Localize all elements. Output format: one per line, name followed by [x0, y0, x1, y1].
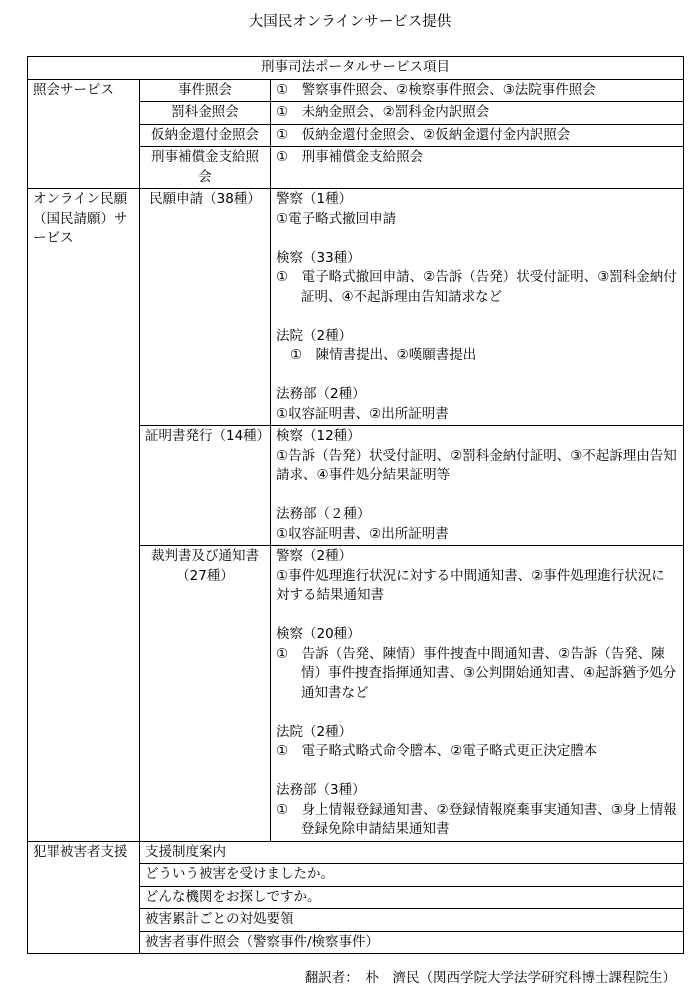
section-heading: 法務部（3種）	[276, 782, 366, 798]
section-heading: 検察（33種）	[276, 249, 361, 266]
section-heading: 法務部（2種）	[276, 386, 366, 402]
section-heading: 法院（2種）	[276, 327, 353, 344]
section-body: ①収容証明書、②出所証明書	[276, 405, 449, 422]
item-detail: ① 刑事補償金支給照会	[271, 147, 684, 189]
section-body: ①告訴（告発）状受付証明、②罰科金納付証明、③不起訴理由告知請求、④事件処分結果証明等	[276, 447, 677, 483]
victim-item: どういう被害を受けましたか。	[140, 864, 684, 887]
translator-credit: 翻訳者： 朴 濟民（関西学院大学法学研究科博士課程院生）	[304, 970, 676, 986]
section-body: ① 告訴（告発、陳情）事件捜査中間通知書、②告訴（告発、陳情）事件捜査指揮通知書、③公判開始通知書、④起訴猶予処分通知書など	[276, 645, 677, 701]
category-victim: 犯罪被害者支援	[28, 841, 140, 954]
item-name: 仮納金還付金照会	[140, 124, 271, 147]
section-heading: 法務部（２種）	[276, 506, 371, 522]
section-body: ①収容証明書、②出所証明書	[276, 525, 449, 542]
item-detail: ① 未納金照会、②罰科金内訳照会	[271, 102, 684, 125]
item-name: 事件照会	[140, 79, 271, 102]
victim-item: 支援制度案内	[140, 841, 684, 864]
section-body: ① 陳情書提出、②嘆願書提出	[290, 347, 477, 363]
item-detail: ① 警察事件照会、②検察事件照会、③法院事件照会	[271, 79, 684, 102]
item-name-line: 裁判書及び通知書	[151, 548, 259, 564]
section-heading: 法院（2種）	[276, 723, 353, 740]
item-detail	[271, 426, 684, 546]
table-row	[28, 79, 684, 102]
item-name	[140, 546, 271, 842]
section-body: ①事件処理進行状況に対する中間通知書、②事件処理進行状況に対する結果通知書	[276, 567, 665, 603]
item-detail	[271, 546, 684, 842]
section-heading: 検察（12種）	[276, 428, 361, 444]
victim-item: 被害累計ごとの対処要領	[140, 909, 684, 932]
section-heading: 警察（1種）	[276, 191, 353, 207]
section-body: ①電子略式撤回申請	[276, 210, 397, 227]
section-body: ① 電子略式略式命令謄本、②電子略式更正決定謄本	[276, 743, 598, 759]
victim-item: 被害者事件照会（警察事件/検察事件）	[140, 931, 684, 954]
category-inquiry: 照会サービス	[28, 79, 140, 189]
page-title: 大国民オンラインサービス提供	[248, 14, 452, 30]
service-table	[27, 56, 684, 954]
section-heading: 検察（20種）	[276, 626, 361, 642]
item-name-line: （27種）	[176, 567, 234, 584]
item-name: 罰科金照会	[140, 102, 271, 125]
section-body: ① 身上情報登録通知書、②登録情報廃棄事実通知書、③身上情報登録免除申請結果通知書	[276, 801, 677, 837]
item-detail	[271, 189, 684, 426]
category-online: オンライン民願（国民請願）サービス	[28, 189, 140, 842]
item-name: 刑事補償金支給照会	[140, 147, 271, 189]
table-row	[28, 841, 684, 864]
item-name: 民願申請（38種）	[140, 189, 271, 426]
table-header-row	[28, 57, 684, 80]
section-heading: 警察（2種）	[276, 548, 353, 564]
table-row	[28, 189, 684, 426]
section-body: ① 電子略式撤回申請、②告訴（告発）状受付証明、③罰科金納付証明、④不起訴理由告知請求など	[276, 269, 677, 305]
item-name: 証明書発行（14種）	[140, 426, 271, 546]
victim-item: どんな機関をお探しですか。	[140, 886, 684, 909]
table-header: 刑事司法ポータルサービス項目	[28, 57, 684, 80]
item-detail: ① 仮納金還付金照会、②仮納金還付金内訳照会	[271, 124, 684, 147]
